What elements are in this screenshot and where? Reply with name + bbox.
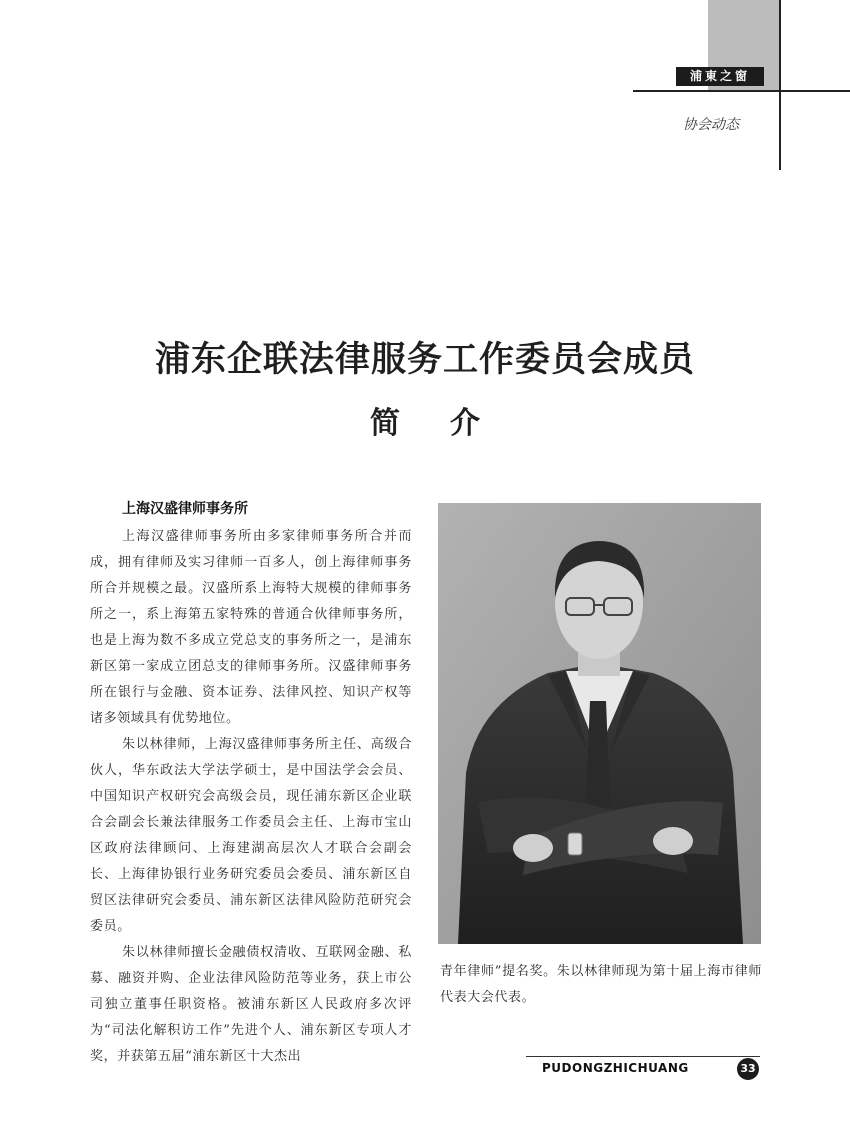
magazine-tag: 浦東之窗 — [676, 67, 764, 86]
header-vertical-rule — [779, 0, 781, 170]
article-paragraph: 朱以林律师擅长金融债权清收、互联网金融、私募、融资并购、企业法律风险防范等业务，获上市公司独立董事任职资格。被浦东新区人民政府多次评为“司法化解积访工作”先进个人、浦东新区专项人才奖，并获第五届“浦东新区十大杰出 — [90, 945, 412, 1064]
article-right-column — [440, 959, 762, 1011]
article-left-column — [90, 496, 412, 1070]
page-subtitle: 简介 — [370, 406, 530, 441]
footer-brand: PUDONGZHICHUANG — [542, 1061, 689, 1075]
page-title: 浦东企联法律服务工作委员会成员 — [154, 340, 695, 380]
page-number-badge: 33 — [737, 1058, 759, 1080]
article-paragraph-continued: 青年律师”提名奖。朱以林律师现为第十届上海市律师代表大会代表。 — [440, 964, 762, 1005]
firm-name-heading: 上海汉盛律师事务所 — [122, 501, 248, 517]
article-paragraph: 上海汉盛律师事务所由多家律师事务所合并而成，拥有律师及实习律师一百多人，创上海律师事务所合并规模之最。汉盛所系上海特大规模的律师事务所之一，系上海第五家特殊的普通合伙律师事务所，也是上海为数不多成立党总支的事务所之一，是浦东新区第一家成立团总支的律师事务所。汉盛律师事务所在银行与金融、资本证券、法律风控、知识产权等诸多领域具有优势地位。 — [90, 529, 412, 726]
article-paragraph: 朱以林律师，上海汉盛律师事务所主任、高级合伙人，华东政法大学法学硕士，是中国法学会会员、中国知识产权研究会高级会员，现任浦东新区企业联合会副会长兼法律服务工作委员会主任、上海市宝山区政府法律顾问、上海建湖高层次人才联合会副会长、上海律协银行业务研究委员会委员、浦东新区自贸区法律研究会委员、浦东新区法律风险防范研究会委员。 — [90, 737, 412, 934]
lawyer-portrait-photo — [438, 503, 761, 944]
section-label: 协会动态 — [683, 117, 739, 133]
footer-rule — [526, 1056, 760, 1057]
portrait-illustration — [438, 503, 761, 944]
header-horizontal-rule — [633, 90, 850, 92]
